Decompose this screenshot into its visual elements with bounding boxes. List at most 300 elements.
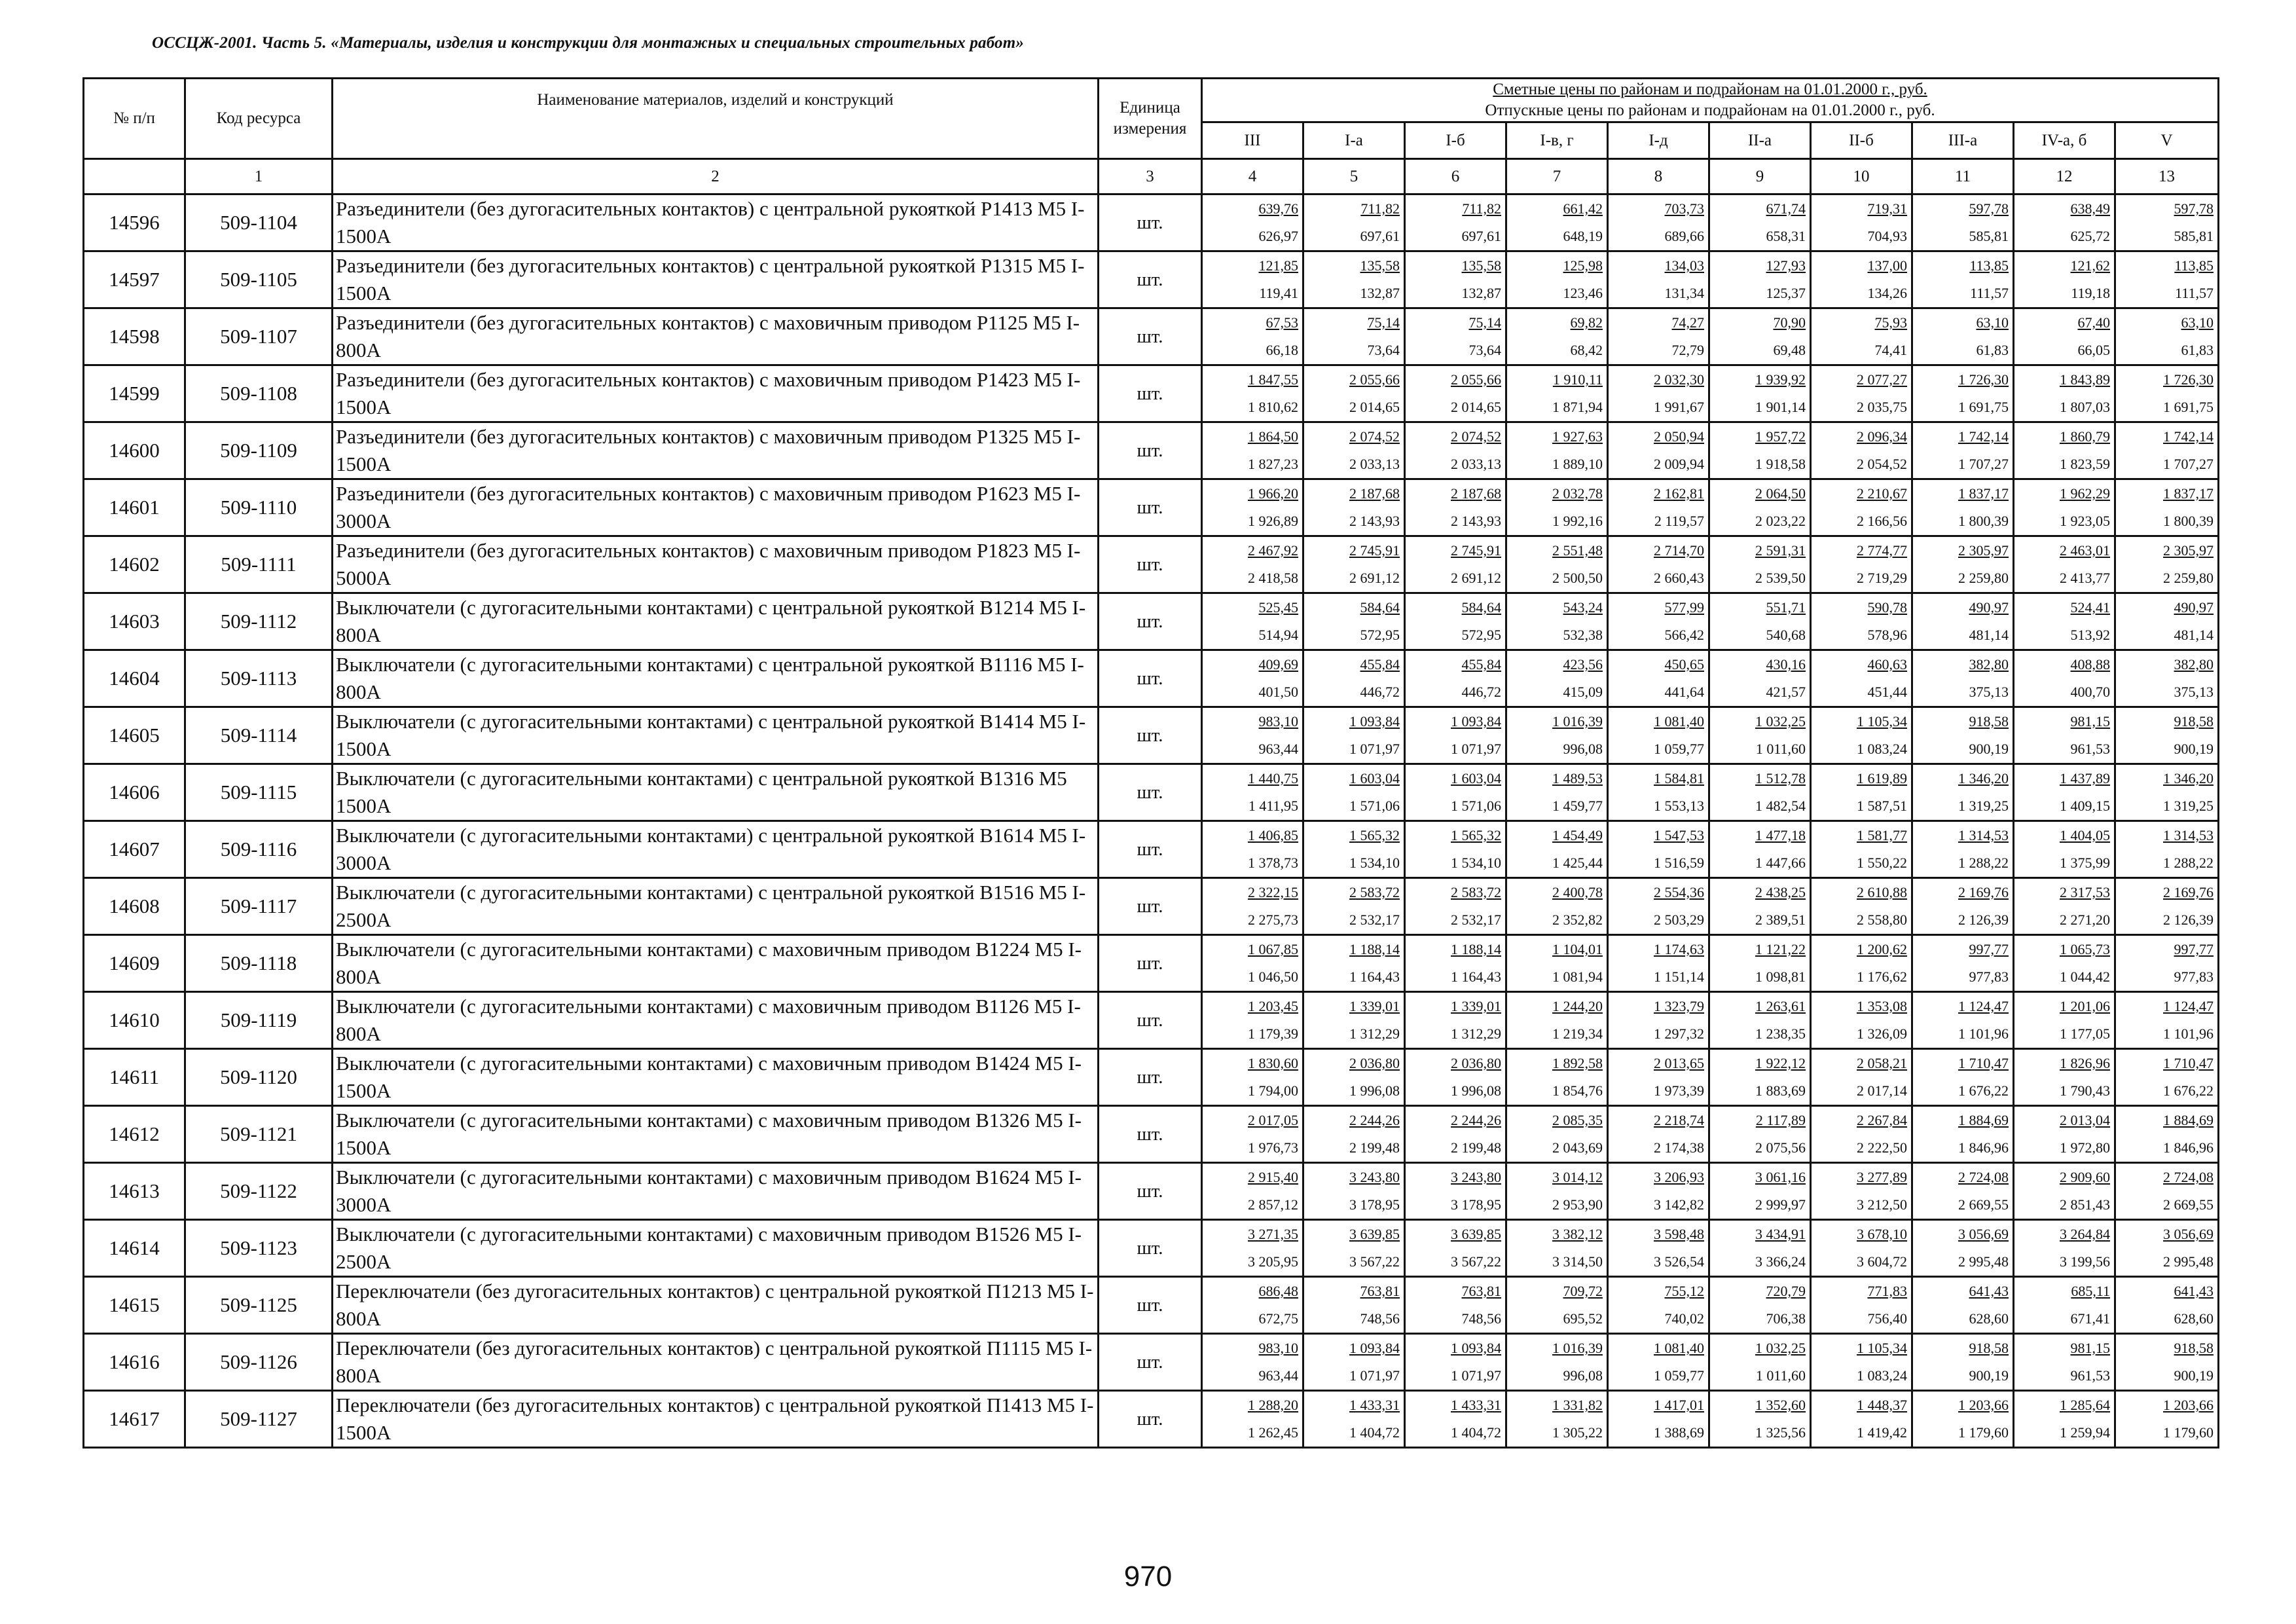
estimate-price: 524,41 xyxy=(2070,599,2110,616)
price-cell xyxy=(1811,1163,1912,1220)
estimate-price: 1 830,60 xyxy=(1248,1055,1298,1071)
price-cell xyxy=(1709,194,1811,251)
unit: шт. xyxy=(1099,707,1202,764)
unit: шт. xyxy=(1099,1277,1202,1334)
column-number: 2 xyxy=(333,159,1099,194)
release-price: 1 083,24 xyxy=(1857,1367,1907,1384)
price-cell xyxy=(1709,1106,1811,1163)
release-price: 2 532,17 xyxy=(1349,912,1400,928)
release-price: 2 259,80 xyxy=(1958,570,2009,586)
price-cell xyxy=(1608,194,1709,251)
release-price: 1 409,15 xyxy=(2060,798,2110,814)
price-cell xyxy=(1811,365,1912,422)
row-number: 14616 xyxy=(84,1334,185,1391)
release-price: 1 326,09 xyxy=(1857,1025,1907,1042)
item-name: Переключатели (без дугогасительных контактов) с центральной рукояткой П1115 М5 I-800А xyxy=(333,1334,1099,1391)
release-price: 900,19 xyxy=(1969,741,2009,757)
estimate-price: 125,98 xyxy=(1563,257,1603,274)
release-price: 2 953,90 xyxy=(1552,1196,1603,1213)
column-number: 3 xyxy=(1099,159,1202,194)
unit: шт. xyxy=(1099,764,1202,821)
estimate-price: 490,97 xyxy=(1969,599,2009,616)
release-price: 132,87 xyxy=(1461,285,1501,301)
header-district: I-а xyxy=(1303,122,1405,159)
release-price: 3 366,24 xyxy=(1755,1253,1806,1270)
estimate-price: 121,85 xyxy=(1258,257,1298,274)
release-price: 2 174,38 xyxy=(1654,1139,1704,1156)
price-cell xyxy=(1811,764,1912,821)
estimate-price: 641,43 xyxy=(1969,1283,2009,1299)
resource-code: 509-1112 xyxy=(185,593,333,650)
estimate-price: 2 714,70 xyxy=(1654,542,1704,559)
release-price: 704,93 xyxy=(1867,228,1907,244)
item-name: Выключатели (с дугогасительными контактами) с центральной рукояткой В1414 М5 I-1500А xyxy=(333,707,1099,764)
release-price: 66,05 xyxy=(2077,342,2110,358)
price-cell xyxy=(1405,1391,1506,1448)
price-cell xyxy=(1405,650,1506,707)
header-name: Наименование материалов, изделий и конструкций xyxy=(333,79,1099,159)
price-cell xyxy=(1202,194,1303,251)
release-price: 72,79 xyxy=(1671,342,1704,358)
price-cell xyxy=(1608,935,1709,992)
price-cell xyxy=(1303,593,1405,650)
release-price: 446,72 xyxy=(1461,684,1501,700)
price-cell xyxy=(1202,935,1303,992)
release-price: 481,14 xyxy=(1969,627,2009,643)
estimate-price: 2 267,84 xyxy=(1857,1112,1907,1128)
release-price: 1 388,69 xyxy=(1654,1424,1704,1441)
release-price: 125,37 xyxy=(1766,285,1806,301)
price-cell xyxy=(2014,1391,2115,1448)
estimate-price: 1 433,31 xyxy=(1451,1397,1501,1413)
release-price: 1 991,67 xyxy=(1654,399,1704,415)
estimate-price: 1 104,01 xyxy=(1552,941,1603,957)
price-cell xyxy=(2115,536,2219,593)
row-number: 14602 xyxy=(84,536,185,593)
release-price: 697,61 xyxy=(1461,228,1501,244)
estimate-price: 1 565,32 xyxy=(1451,827,1501,843)
release-price: 2 143,93 xyxy=(1349,513,1400,529)
table-row xyxy=(84,593,2219,650)
release-price: 1 151,14 xyxy=(1654,969,1704,985)
item-name: Разъединители (без дугогасительных контактов) с маховичным приводом Р1423 М5 I-1500А xyxy=(333,365,1099,422)
estimate-price: 1 565,32 xyxy=(1349,827,1400,843)
price-cell xyxy=(1202,821,1303,878)
price-cell xyxy=(1811,479,1912,536)
release-price: 963,44 xyxy=(1258,1367,1298,1384)
release-price: 2 166,56 xyxy=(1857,513,1907,529)
release-price: 1 312,29 xyxy=(1451,1025,1501,1042)
estimate-price: 423,56 xyxy=(1563,656,1603,673)
release-price: 1 810,62 xyxy=(1248,399,1298,415)
row-number: 14605 xyxy=(84,707,185,764)
estimate-price: 1 067,85 xyxy=(1248,941,1298,957)
estimate-price: 137,00 xyxy=(1867,257,1907,274)
item-name: Разъединители (без дугогасительных контактов) с маховичным приводом Р1325 М5 I-1500А xyxy=(333,422,1099,479)
estimate-price: 1 093,84 xyxy=(1451,713,1501,729)
price-cell xyxy=(2014,479,2115,536)
column-number: 10 xyxy=(1811,159,1912,194)
item-name: Выключатели (с дугогасительными контактами) с маховичным приводом В1326 М5 I-1500А xyxy=(333,1106,1099,1163)
estimate-price: 75,93 xyxy=(1874,314,1907,331)
column-number: 7 xyxy=(1506,159,1608,194)
price-cell xyxy=(1405,935,1506,992)
estimate-price: 1 826,96 xyxy=(2060,1055,2110,1071)
price-cell xyxy=(1709,821,1811,878)
price-cell xyxy=(2014,821,2115,878)
unit: шт. xyxy=(1099,1220,1202,1277)
release-price: 1 854,76 xyxy=(1552,1082,1603,1099)
release-price: 3 178,95 xyxy=(1451,1196,1501,1213)
price-cell xyxy=(1912,479,2014,536)
header-district: I-б xyxy=(1405,122,1506,159)
price-cell xyxy=(1811,878,1912,935)
estimate-price: 63,10 xyxy=(2181,314,2214,331)
estimate-price: 1 314,53 xyxy=(1958,827,2009,843)
release-price: 2 199,48 xyxy=(1451,1139,1501,1156)
release-price: 61,83 xyxy=(1976,342,2009,358)
release-price: 481,14 xyxy=(2174,627,2214,643)
release-price: 628,60 xyxy=(2174,1310,2214,1327)
release-price: 532,38 xyxy=(1563,627,1603,643)
price-cell xyxy=(1303,935,1405,992)
price-cell xyxy=(1506,878,1608,935)
price-cell xyxy=(2014,1334,2115,1391)
price-cell xyxy=(1405,308,1506,365)
price-cell xyxy=(1303,1163,1405,1220)
estimate-price: 1 093,84 xyxy=(1349,1340,1400,1356)
row-number: 14611 xyxy=(84,1049,185,1106)
item-name: Разъединители (без дугогасительных контактов) с центральной рукояткой Р1315 М5 I-1500А xyxy=(333,251,1099,308)
estimate-price: 1 105,34 xyxy=(1857,713,1907,729)
release-price: 400,70 xyxy=(2070,684,2110,700)
item-name: Переключатели (без дугогасительных контактов) с центральной рукояткой П1413 М5 I-1500А xyxy=(333,1391,1099,1448)
estimate-price: 597,78 xyxy=(1969,200,2009,217)
price-cell xyxy=(2115,650,2219,707)
price-cell xyxy=(1202,536,1303,593)
price-cell xyxy=(1303,1334,1405,1391)
release-price: 2 851,43 xyxy=(2060,1196,2110,1213)
release-price: 3 567,22 xyxy=(1451,1253,1501,1270)
estimate-price: 2 055,66 xyxy=(1349,371,1400,388)
estimate-price: 63,10 xyxy=(1976,314,2009,331)
release-price: 1 691,75 xyxy=(2163,399,2214,415)
price-cell xyxy=(1303,308,1405,365)
price-cell xyxy=(1811,1391,1912,1448)
price-cell xyxy=(2014,707,2115,764)
header-no: № п/п xyxy=(84,79,185,159)
price-cell xyxy=(1608,479,1709,536)
release-price: 578,96 xyxy=(1867,627,1907,643)
price-cell xyxy=(1608,1163,1709,1220)
release-price: 1 044,42 xyxy=(2060,969,2110,985)
release-price: 421,57 xyxy=(1766,684,1806,700)
price-cell xyxy=(1912,308,2014,365)
release-price: 1 918,58 xyxy=(1755,456,1806,472)
header-district: V xyxy=(2115,122,2219,159)
estimate-price: 75,14 xyxy=(1367,314,1400,331)
estimate-price: 1 352,60 xyxy=(1755,1397,1806,1413)
release-price: 68,42 xyxy=(1570,342,1603,358)
price-cell xyxy=(1506,308,1608,365)
price-cell xyxy=(1506,479,1608,536)
estimate-price: 1 032,25 xyxy=(1755,1340,1806,1356)
price-cell xyxy=(1202,1334,1303,1391)
price-cell xyxy=(1608,251,1709,308)
price-cell xyxy=(1202,1049,1303,1106)
table-row xyxy=(84,650,2219,707)
release-price: 2 023,22 xyxy=(1755,513,1806,529)
price-cell xyxy=(1303,1106,1405,1163)
table-row xyxy=(84,935,2219,992)
release-price: 3 314,50 xyxy=(1552,1253,1603,1270)
estimate-price: 703,73 xyxy=(1664,200,1704,217)
estimate-price: 3 056,69 xyxy=(2163,1226,2214,1242)
estimate-price: 2 074,52 xyxy=(1349,428,1400,445)
release-price: 3 567,22 xyxy=(1349,1253,1400,1270)
estimate-price: 135,58 xyxy=(1461,257,1501,274)
release-price: 2 222,50 xyxy=(1857,1139,1907,1156)
release-price: 1 378,73 xyxy=(1248,855,1298,871)
column-number: 13 xyxy=(2115,159,2219,194)
price-cell xyxy=(1303,764,1405,821)
release-price: 1 901,14 xyxy=(1755,399,1806,415)
estimate-price: 2 032,78 xyxy=(1552,485,1603,502)
table-row xyxy=(84,707,2219,764)
table-row xyxy=(84,1049,2219,1106)
estimate-price: 2 438,25 xyxy=(1755,884,1806,900)
estimate-price: 1 742,14 xyxy=(1958,428,2009,445)
column-number: 9 xyxy=(1709,159,1811,194)
release-price: 585,81 xyxy=(1969,228,2009,244)
estimate-price: 2 013,65 xyxy=(1654,1055,1704,1071)
unit: шт. xyxy=(1099,365,1202,422)
estimate-price: 1 065,73 xyxy=(2060,941,2110,957)
header-district: III-а xyxy=(1912,122,2014,159)
price-cell xyxy=(1709,479,1811,536)
price-cell xyxy=(1405,422,1506,479)
estimate-price: 134,03 xyxy=(1664,257,1704,274)
price-cell xyxy=(1811,992,1912,1049)
release-price: 2 035,75 xyxy=(1857,399,1907,415)
estimate-price: 1 203,66 xyxy=(1958,1397,2009,1413)
estimate-price: 918,58 xyxy=(2174,1340,2214,1356)
estimate-price: 763,81 xyxy=(1461,1283,1501,1299)
release-price: 1 179,60 xyxy=(1958,1424,2009,1441)
release-price: 1 992,16 xyxy=(1552,513,1603,529)
unit: шт. xyxy=(1099,878,1202,935)
release-price: 2 014,65 xyxy=(1451,399,1501,415)
release-price: 1 827,23 xyxy=(1248,456,1298,472)
estimate-price: 3 678,10 xyxy=(1857,1226,1907,1242)
release-price: 2 857,12 xyxy=(1248,1196,1298,1213)
column-number: 8 xyxy=(1608,159,1709,194)
estimate-price: 981,15 xyxy=(2070,713,2110,729)
estimate-price: 1 922,12 xyxy=(1755,1055,1806,1071)
estimate-price: 2 317,53 xyxy=(2060,884,2110,900)
estimate-price: 2 583,72 xyxy=(1349,884,1400,900)
release-price: 2 009,94 xyxy=(1654,456,1704,472)
price-cell xyxy=(1709,536,1811,593)
price-cell xyxy=(1912,1106,2014,1163)
estimate-price: 2 074,52 xyxy=(1451,428,1501,445)
release-price: 1 800,39 xyxy=(2163,513,2214,529)
estimate-price: 382,80 xyxy=(2174,656,2214,673)
release-price: 2 532,17 xyxy=(1451,912,1501,928)
item-name: Выключатели (с дугогасительными контактами) с маховичным приводом В1424 М5 I-1500А xyxy=(333,1049,1099,1106)
price-cell xyxy=(1202,365,1303,422)
unit: шт. xyxy=(1099,1391,1202,1448)
header-district: II-б xyxy=(1811,122,1912,159)
release-price: 1 071,97 xyxy=(1349,741,1400,757)
release-price: 2 143,93 xyxy=(1451,513,1501,529)
estimate-price: 1 847,55 xyxy=(1248,371,1298,388)
release-price: 2 126,39 xyxy=(1958,912,2009,928)
release-price: 2 389,51 xyxy=(1755,912,1806,928)
estimate-price: 3 056,69 xyxy=(1958,1226,2009,1242)
price-cell xyxy=(1506,935,1608,992)
header-district: I-д xyxy=(1608,122,1709,159)
release-price: 1 707,27 xyxy=(1958,456,2009,472)
release-price: 1 179,39 xyxy=(1248,1025,1298,1042)
release-price: 1 707,27 xyxy=(2163,456,2214,472)
price-cell xyxy=(2014,194,2115,251)
estimate-price: 1 081,40 xyxy=(1654,713,1704,729)
header-prices xyxy=(1202,79,2219,122)
resource-code: 509-1119 xyxy=(185,992,333,1049)
estimate-price: 1 346,20 xyxy=(2163,770,2214,786)
estimate-price: 755,12 xyxy=(1664,1283,1704,1299)
row-number: 14607 xyxy=(84,821,185,878)
estimate-price: 1 353,08 xyxy=(1857,998,1907,1014)
estimate-price: 1 939,92 xyxy=(1755,371,1806,388)
release-price: 401,50 xyxy=(1258,684,1298,700)
release-price: 2 033,13 xyxy=(1451,456,1501,472)
estimate-price: 2 745,91 xyxy=(1349,542,1400,559)
price-cell xyxy=(1709,1334,1811,1391)
estimate-price: 1 124,47 xyxy=(2163,998,2214,1014)
estimate-price: 997,77 xyxy=(2174,941,2214,957)
estimate-price: 1 837,17 xyxy=(2163,485,2214,502)
table-row xyxy=(84,764,2219,821)
release-price: 2 014,65 xyxy=(1349,399,1400,415)
price-cell xyxy=(1709,1220,1811,1277)
unit: шт. xyxy=(1099,422,1202,479)
release-price: 2 413,77 xyxy=(2060,570,2110,586)
resource-code: 509-1117 xyxy=(185,878,333,935)
price-cell xyxy=(1506,1277,1608,1334)
price-cell xyxy=(1811,1334,1912,1391)
estimate-price: 1 454,49 xyxy=(1552,827,1603,843)
column-number: 5 xyxy=(1303,159,1405,194)
price-cell xyxy=(2115,479,2219,536)
resource-code: 509-1113 xyxy=(185,650,333,707)
price-cell xyxy=(1506,1334,1608,1391)
price-cell xyxy=(1608,992,1709,1049)
estimate-price: 661,42 xyxy=(1563,200,1603,217)
table-row xyxy=(84,1163,2219,1220)
estimate-price: 918,58 xyxy=(1969,713,2009,729)
price-cell xyxy=(1405,1106,1506,1163)
release-price: 1 319,25 xyxy=(2163,798,2214,814)
price-cell xyxy=(1303,992,1405,1049)
release-price: 1 996,08 xyxy=(1451,1082,1501,1099)
estimate-price: 584,64 xyxy=(1461,599,1501,616)
estimate-price: 981,15 xyxy=(2070,1340,2110,1356)
price-cell xyxy=(2014,1106,2115,1163)
release-price: 1 011,60 xyxy=(1755,741,1806,757)
estimate-price: 1 489,53 xyxy=(1552,770,1603,786)
estimate-price: 2 551,48 xyxy=(1552,542,1603,559)
price-cell xyxy=(1202,707,1303,764)
release-price: 1 297,32 xyxy=(1654,1025,1704,1042)
release-price: 1 790,43 xyxy=(2060,1082,2110,1099)
price-cell xyxy=(1912,536,2014,593)
unit: шт. xyxy=(1099,593,1202,650)
release-price: 1 071,97 xyxy=(1451,1367,1501,1384)
estimate-price: 2 583,72 xyxy=(1451,884,1501,900)
item-name: Выключатели (с дугогасительными контактами) с маховичным приводом В1224 М5 I-800А xyxy=(333,935,1099,992)
price-cell xyxy=(2014,1220,2115,1277)
column-number: 4 xyxy=(1202,159,1303,194)
estimate-price: 1 406,85 xyxy=(1248,827,1298,843)
estimate-price: 1 339,01 xyxy=(1349,998,1400,1014)
release-price: 1 871,94 xyxy=(1552,399,1603,415)
price-cell xyxy=(1202,308,1303,365)
price-cell xyxy=(2115,764,2219,821)
release-price: 1 262,45 xyxy=(1248,1424,1298,1441)
row-number: 14617 xyxy=(84,1391,185,1448)
price-cell xyxy=(1912,593,2014,650)
estimate-price: 1 710,47 xyxy=(2163,1055,2214,1071)
release-price: 66,18 xyxy=(1266,342,1298,358)
release-price: 1 553,13 xyxy=(1654,798,1704,814)
item-name: Выключатели (с дугогасительными контактами) с центральной рукояткой В1516 М5 I-2500А xyxy=(333,878,1099,935)
estimate-price: 1 105,34 xyxy=(1857,1340,1907,1356)
price-cell xyxy=(1303,1277,1405,1334)
resource-code: 509-1120 xyxy=(185,1049,333,1106)
release-price: 2 199,48 xyxy=(1349,1139,1400,1156)
resource-code: 509-1114 xyxy=(185,707,333,764)
release-price: 1 823,59 xyxy=(2060,456,2110,472)
estimate-price: 671,74 xyxy=(1766,200,1806,217)
price-cell xyxy=(1912,1334,2014,1391)
estimate-price: 2 244,26 xyxy=(1349,1112,1400,1128)
price-cell xyxy=(1709,593,1811,650)
release-price: 1 516,59 xyxy=(1654,855,1704,871)
release-price: 2 691,12 xyxy=(1349,570,1400,586)
estimate-price: 1 188,14 xyxy=(1349,941,1400,957)
price-cell xyxy=(2014,650,2115,707)
resource-code: 509-1116 xyxy=(185,821,333,878)
release-price: 1 482,54 xyxy=(1755,798,1806,814)
release-price: 626,97 xyxy=(1258,228,1298,244)
estimate-price: 2 724,08 xyxy=(2163,1169,2214,1185)
price-cell xyxy=(2014,308,2115,365)
row-number: 14597 xyxy=(84,251,185,308)
unit: шт. xyxy=(1099,1049,1202,1106)
release-price: 131,34 xyxy=(1664,285,1704,301)
release-price: 1 219,34 xyxy=(1552,1025,1603,1042)
estimate-price: 408,88 xyxy=(2070,656,2110,673)
release-price: 1 691,75 xyxy=(1958,399,2009,415)
price-cell xyxy=(1506,593,1608,650)
price-cell xyxy=(1608,821,1709,878)
release-price: 2 558,80 xyxy=(1857,912,1907,928)
price-cell xyxy=(1506,1163,1608,1220)
release-price: 123,46 xyxy=(1563,285,1603,301)
price-cell xyxy=(1202,764,1303,821)
